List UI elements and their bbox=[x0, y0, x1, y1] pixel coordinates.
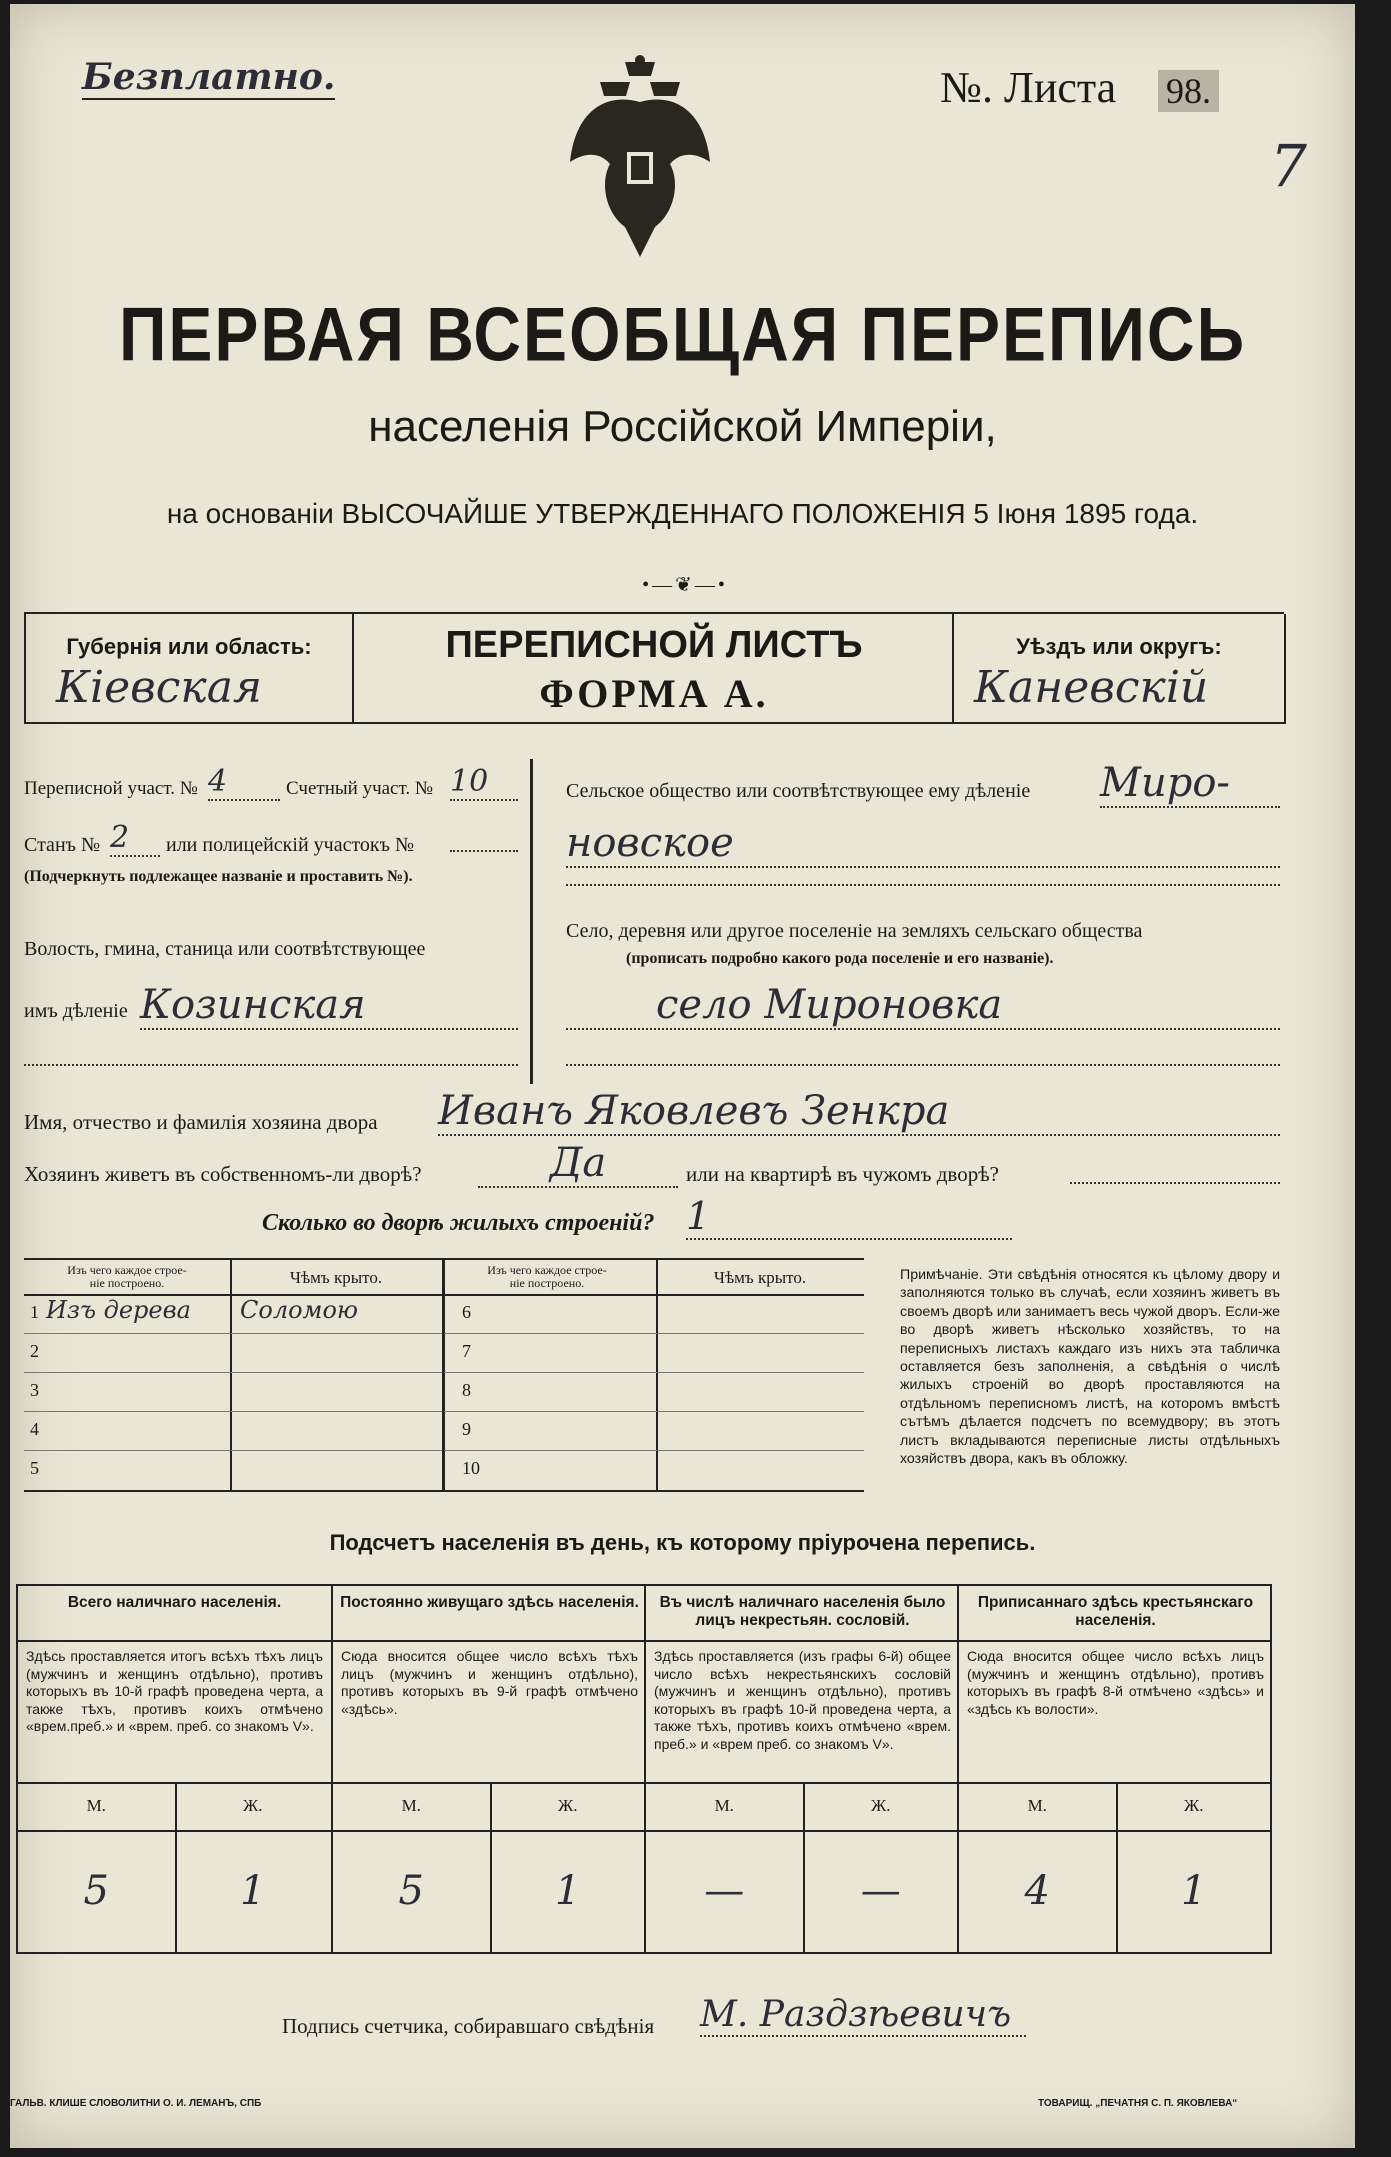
female-count: — bbox=[860, 1868, 901, 1914]
building-row-no: 3 bbox=[30, 1380, 39, 1400]
owner-lives-value: Да bbox=[478, 1140, 678, 1188]
census-area-value: 4 bbox=[208, 764, 280, 801]
sheet-number-label: №. Листа bbox=[940, 63, 1117, 112]
material-header-right: Изъ чего каждое строе- ніе построено. bbox=[487, 1263, 607, 1290]
sheet-number-value: 98. bbox=[1158, 70, 1219, 112]
building-row-no: 1 bbox=[30, 1302, 39, 1322]
form-subtitle: населенія Россійской Имперіи, bbox=[368, 402, 997, 451]
building-row-no: 7 bbox=[462, 1341, 471, 1361]
building-row bbox=[444, 1411, 864, 1451]
society-value-2: новское bbox=[566, 820, 1280, 868]
material-header-left: Изъ чего каждое строе- ніе построено. bbox=[67, 1263, 187, 1290]
count-area-value: 10 bbox=[450, 764, 518, 801]
form-type-sub: ФОРМА А. bbox=[539, 671, 769, 716]
village-label: Село, деревня или другое поселеніе на земляхъ сельскаго общества bbox=[566, 920, 1143, 942]
district-value: Каневскій bbox=[974, 662, 1209, 713]
corner-number: 7 bbox=[1270, 132, 1307, 200]
building-row-no: 8 bbox=[462, 1380, 471, 1400]
building-row-no: 4 bbox=[30, 1419, 39, 1439]
stan-label: Станъ № bbox=[24, 834, 101, 856]
female-label: Ж. bbox=[558, 1796, 578, 1815]
district-label: Уѣздъ или округъ: bbox=[1016, 634, 1222, 659]
count-area-label: Счетный участ. № bbox=[286, 778, 433, 799]
stan-value: 2 bbox=[110, 820, 160, 857]
underline-note: (Подчеркнуть подлежащее названіе и проставить №). bbox=[24, 868, 413, 885]
building-row-material: Изъ дерева bbox=[46, 1296, 191, 1324]
society-label: Сельское общество или соотвѣтствующее ему дѣленіе bbox=[566, 780, 1031, 802]
census-area-label: Переписной участ. № bbox=[24, 778, 198, 799]
form-title: ПЕРВАЯ ВСЕОБЩАЯ ПЕРЕПИСЬ bbox=[118, 291, 1247, 377]
signature-value: М. Раздзѣевичъ bbox=[700, 1994, 1026, 2037]
building-row-roof: Соломою bbox=[240, 1296, 359, 1324]
form-type-cell bbox=[354, 614, 954, 724]
population-column bbox=[331, 1586, 646, 1952]
footer-left: ГАЛЬВ. КЛИШЕ СЛОВОЛИТНИ О. И. ЛЕМАНЪ, СПБ bbox=[10, 2098, 262, 2109]
female-count: 1 bbox=[555, 1868, 581, 1914]
imperial-eagle-icon bbox=[565, 52, 715, 262]
building-row bbox=[444, 1372, 864, 1412]
district-cell bbox=[952, 614, 1286, 724]
village-note: (прописать подробно какого рода поселеніе и его названіе). bbox=[626, 950, 1054, 967]
building-row bbox=[24, 1333, 442, 1373]
police-label: или полицейскій участокъ № bbox=[166, 834, 415, 856]
male-count: — bbox=[704, 1868, 745, 1914]
population-column bbox=[957, 1586, 1272, 1952]
male-label: М. bbox=[401, 1796, 421, 1815]
female-count: 1 bbox=[1181, 1868, 1207, 1914]
building-row bbox=[24, 1294, 442, 1334]
population-column-desc: Сюда вносится общее число всѣхъ лицъ (мужчинъ и женщинъ отдѣльно), противъ которыхъ въ графѣ 8-й отмѣчено «здѣсь» и «здѣсь къ волости». bbox=[967, 1648, 1264, 1717]
form-box bbox=[24, 612, 1284, 724]
building-row-no: 2 bbox=[30, 1341, 39, 1361]
population-column-desc: Сюда вносится общее число всѣхъ тѣхъ лицъ (мужчинъ и женщинъ отдѣльно), противъ которыхъ въ 9-й графѣ отмѣчено «здѣсь». bbox=[341, 1648, 638, 1717]
male-label: М. bbox=[86, 1796, 106, 1815]
volost-value: Козинская bbox=[140, 982, 518, 1030]
building-row bbox=[24, 1372, 442, 1412]
male-label: М. bbox=[714, 1796, 734, 1815]
population-table bbox=[16, 1584, 1272, 1954]
form-basis: на основаніи ВЫСОЧАЙШЕ УТВЕРЖДЕННАГО ПОЛОЖЕНІЯ 5 Іюня 1895 года. bbox=[166, 498, 1199, 529]
population-column-desc: Здѣсь проставляется итогъ всѣхъ тѣхъ лицъ (мужчинъ и женщинъ отдѣльно), противъ которыхъ въ 10-й графѣ проведена черта, а также тѣхъ, противъ коихъ отмѣчено «врем.преб.» и «врем. преб. со знакомъ V». bbox=[26, 1648, 323, 1734]
society-value-1: Миро- bbox=[1100, 760, 1280, 808]
building-row bbox=[444, 1333, 864, 1373]
female-count: 1 bbox=[240, 1868, 266, 1914]
census-form-sheet bbox=[10, 4, 1355, 2148]
building-row bbox=[444, 1294, 864, 1334]
male-count: 5 bbox=[398, 1868, 424, 1914]
footer-right: ТОВАРИЩ. „ПЕЧАТНЯ С. П. ЯКОВЛЕВА“ bbox=[1038, 2098, 1238, 2109]
owner-name-label: Имя, отчество и фамилія хозяина двора bbox=[24, 1110, 378, 1134]
male-count: 4 bbox=[1024, 1868, 1050, 1914]
apartment-label: или на квартирѣ въ чужомъ дворѣ? bbox=[686, 1162, 999, 1186]
building-row-no: 9 bbox=[462, 1419, 471, 1439]
population-column-head: Приписаннаго здѣсь крестьянскаго населенія. bbox=[977, 1594, 1254, 1629]
buildings-table bbox=[24, 1258, 864, 1492]
owner-name-value: Иванъ Яковлевъ Зенкра bbox=[438, 1088, 1280, 1136]
buildings-value: 1 bbox=[686, 1194, 1012, 1240]
village-value: село Мироновка bbox=[566, 982, 1280, 1030]
population-title: Подсчетъ населенія въ день, къ которому пріурочена перепись. bbox=[329, 1530, 1036, 1555]
free-label: Безплатно. bbox=[82, 56, 336, 98]
form-type-title: ПЕРЕПИСНОЙ ЛИСТЪ bbox=[445, 624, 863, 666]
building-row-no: 5 bbox=[30, 1458, 39, 1478]
volost-label-2: имъ дѣленіе bbox=[24, 1000, 128, 1022]
population-column-head: Въ числѣ наличнаго населенія было лицъ некрестьян. сословій. bbox=[659, 1594, 946, 1629]
police-value bbox=[450, 850, 518, 852]
population-column-head: Постоянно живущаго здѣсь населенія. bbox=[340, 1594, 639, 1611]
building-row bbox=[24, 1411, 442, 1451]
building-row-no: 10 bbox=[462, 1458, 480, 1478]
signature-label: Подпись счетчика, собиравшаго свѣдѣнія bbox=[282, 2014, 655, 2038]
female-label: Ж. bbox=[871, 1796, 891, 1815]
owner-lives-label: Хозяинъ живетъ въ собственномъ-ли дворѣ? bbox=[24, 1162, 422, 1186]
building-row bbox=[24, 1450, 442, 1489]
male-count: 5 bbox=[83, 1868, 109, 1914]
province-cell bbox=[24, 614, 354, 724]
male-label: М. bbox=[1027, 1796, 1047, 1815]
building-row bbox=[444, 1450, 864, 1489]
female-label: Ж. bbox=[243, 1796, 263, 1815]
female-label: Ж. bbox=[1184, 1796, 1204, 1815]
building-row-no: 6 bbox=[462, 1302, 471, 1322]
province-label: Губернія или область: bbox=[66, 634, 312, 659]
population-column bbox=[644, 1586, 959, 1952]
population-column-head: Всего наличнаго населенія. bbox=[67, 1594, 282, 1611]
buildings-label: Сколько во дворѣ жилыхъ строеній? bbox=[262, 1210, 655, 1236]
buildings-note: Примѣчаніе. Эти свѣдѣнія относятся къ цѣлому двору и заполняются только въ случаѣ, если хозяинъ живетъ въ своемъ дворѣ или занимаетъ весь чужой дворъ. Если-же во дворѣ живетъ нѣсколько хозяйствъ, то на переписныхъ листахъ каждаго изъ нихъ эта табличка оставляется безъ заполненія, а свѣдѣнія о числѣ жилыхъ строеній во дворѣ проставляются на отдѣльномъ переписномъ листѣ, на которомъ вмѣстѣ сътѣмъ дѣлается подсчетъ по всемудвору; въ этотъ листъ вкладываются переписные листы отдѣльныхъ хозяйствъ двора, какъ въ обложку. bbox=[900, 1267, 1280, 1468]
roof-header-left: Чѣмъ крыто. bbox=[289, 1268, 383, 1287]
roof-header-right: Чѣмъ крыто. bbox=[713, 1268, 807, 1287]
ornament-divider: •—❦—• bbox=[642, 574, 728, 596]
population-column-desc: Здѣсь проставляется (изъ графы 6-й) общее число всѣхъ некрестьянскихъ сословій (мужчинъ и женщинъ отдѣльно), противъ которыхъ въ графѣ 10-й проведена черта, а также тѣхъ, противъ коихъ отмѣчено «врем. преб.» и «врем преб. со знакомъ V». bbox=[654, 1648, 951, 1752]
province-value: Кіевская bbox=[56, 662, 263, 713]
volost-label-1: Волость, гмина, станица или соотвѣтствующее bbox=[24, 938, 426, 960]
population-column bbox=[18, 1586, 331, 1952]
